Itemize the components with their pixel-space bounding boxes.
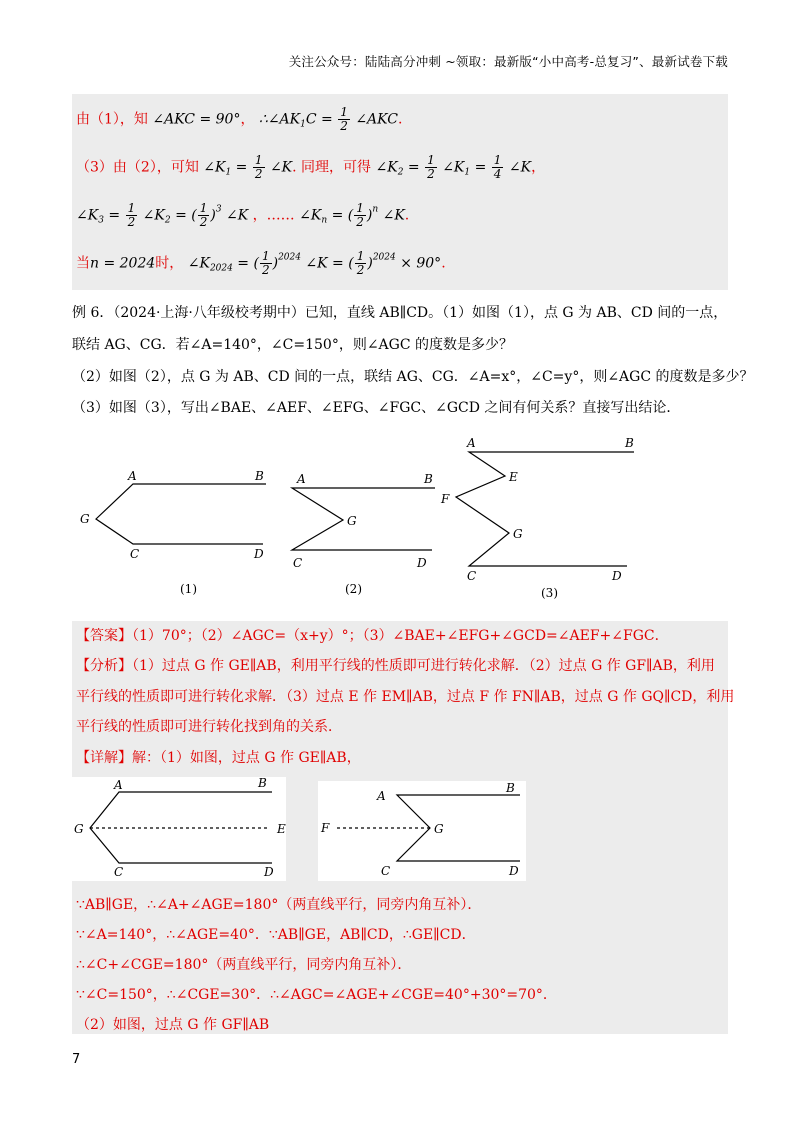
figure-1 <box>96 484 266 544</box>
fig4-label-a: A <box>114 778 123 792</box>
answer-line: 【答案】（1）70°；（2）∠AGC=（x+y）°；（3）∠BAE+∠EFG+∠GCD=∠AEF+∠FGC． <box>76 628 669 644</box>
fig3-label-f: F <box>441 492 450 506</box>
fig2-label-c: C <box>293 556 303 570</box>
detail-line-1: 【详解】解：（1）如图，过点 G 作 GE∥AB， <box>76 750 361 766</box>
question-line-4: （3）如图（3），写出∠BAE、∠AEF、∠EFG、∠FGC、∠GCD 之间有何关系？直接写出结论． <box>72 400 681 416</box>
analysis-line-3: 平行线的性质即可进行转化找到角的关系． <box>76 719 342 735</box>
figure-3 <box>456 452 634 566</box>
fig5-label-a: A <box>377 789 386 803</box>
solution-line-2: （3）由（2），可知 $\angle K_1$ = $\frac{1}{2}$ ∠K. 同理，可得 $\angle K_2$ = $\frac{1}{2}$ $\angle K_1$ = $\frac{1}{4}$ ∠K， <box>76 153 546 181</box>
fig2-label-a: A <box>297 472 306 486</box>
solution-line-4: 当n = 2024时， $\angle K_{2024}$ = ( $\frac{1}{2}$ )$^{2024}$ ∠K = ( $\frac{1}{2}$ )$^{2024}$ × 90°. <box>76 249 446 277</box>
fig2-caption: (2) <box>345 582 362 596</box>
fig5-label-f: F <box>321 821 330 835</box>
fig3-label-d: D <box>612 569 622 583</box>
figures-question <box>0 430 800 610</box>
fig4-label-g: G <box>74 822 84 836</box>
fig3-label-g: G <box>513 527 523 541</box>
detail-line-2: ∵AB∥GE，∴∠A+∠AGE=180°（两直线平行，同旁内角互补）． <box>76 897 482 913</box>
question-line-3: （2）如图（2），点 G 为 AB、CD 间的一点，联结 AG、CG．∠A=x°，∠C=y°，则∠AGC 的度数是多少？ <box>72 369 754 385</box>
fig2-label-d: D <box>417 556 427 570</box>
figures-solution <box>72 775 728 887</box>
fig1-label-c: C <box>130 547 140 561</box>
fig4-label-c: C <box>114 865 124 879</box>
fig1-label-a: A <box>128 469 137 483</box>
fig4-label-d: D <box>264 865 274 879</box>
fig3-label-e: E <box>509 470 518 484</box>
fig5-label-c: C <box>381 864 391 878</box>
fig1-label-g: G <box>80 512 90 526</box>
fig3-caption: (3) <box>541 586 558 600</box>
detail-line-6: （2）如图，过点 G 作 GF∥AB <box>76 1017 270 1033</box>
fig3-label-b: B <box>625 436 634 450</box>
fig2-label-g: G <box>347 514 357 528</box>
fig1-caption: (1) <box>180 582 197 596</box>
solution-line-3: $\angle K_3$ = $\frac{1}{2}$ $\angle K_2$ = ( $\frac{1}{2}$ )$^3$ ∠K ，…… $\angle K_n$ = ( $\frac{1}{2}$ )$^n$ ∠K. <box>76 201 410 229</box>
analysis-line-2: 平行线的性质即可进行转化求解．（3）过点 E 作 EM∥AB，过点 F 作 FN∥AB，过点 G 作 GQ∥CD，利用 <box>76 689 735 705</box>
solution-block-top <box>72 94 728 290</box>
detail-line-5: ∵∠C=150°，∴∠CGE=30°．∴∠AGC=∠AGE+∠CGE=40°+30°=70°． <box>76 987 557 1003</box>
question-line-2: 联结 AG、CG．若∠A=140°，∠C=150°，则∠AGC 的度数是多少？ <box>72 337 514 353</box>
fig5-label-g: G <box>434 822 444 836</box>
answer-block <box>72 621 735 1034</box>
fig5-background <box>318 781 526 881</box>
analysis-line-1: 【分析】（1）过点 G 作 GE∥AB，利用平行线的性质即可进行转化求解．（2）过点 G 作 GF∥AB，利用 <box>76 658 715 674</box>
fig3-label-a: A <box>467 436 476 450</box>
fig5-label-b: B <box>506 781 515 795</box>
detail-line-3: ∵∠A=140°，∴∠AGE=40°．∵AB∥GE，AB∥CD，∴GE∥CD． <box>76 927 476 943</box>
fig4-label-b: B <box>258 776 267 790</box>
fig4-label-e: E <box>277 822 286 836</box>
figure-2 <box>292 488 435 550</box>
page-header: 关注公众号：陆陆高分冲刺 ~领取：最新版“小中高考-总复习”、最新试卷下载 <box>288 54 728 69</box>
detail-line-4: ∴∠C+∠CGE=180°（两直线平行，同旁内角互补）． <box>76 957 412 973</box>
fig1-label-b: B <box>255 469 264 483</box>
fig2-label-b: B <box>424 472 433 486</box>
fig5-label-d: D <box>509 864 519 878</box>
solution-line-1: 由（1），知 ∠AKC = 90°， $\therefore\angle AK_1C$ = $\frac{1}{2}$ ∠AKC. <box>76 105 403 133</box>
question-line-1: 例 6．（2024·上海·八年级校考期中）已知，直线 AB∥CD。（1）如图（1），点 G 为 AB、CD 间的一点， <box>72 305 728 321</box>
fig1-label-d: D <box>254 547 264 561</box>
fig3-label-c: C <box>467 569 477 583</box>
page-number: 7 <box>72 1052 81 1067</box>
